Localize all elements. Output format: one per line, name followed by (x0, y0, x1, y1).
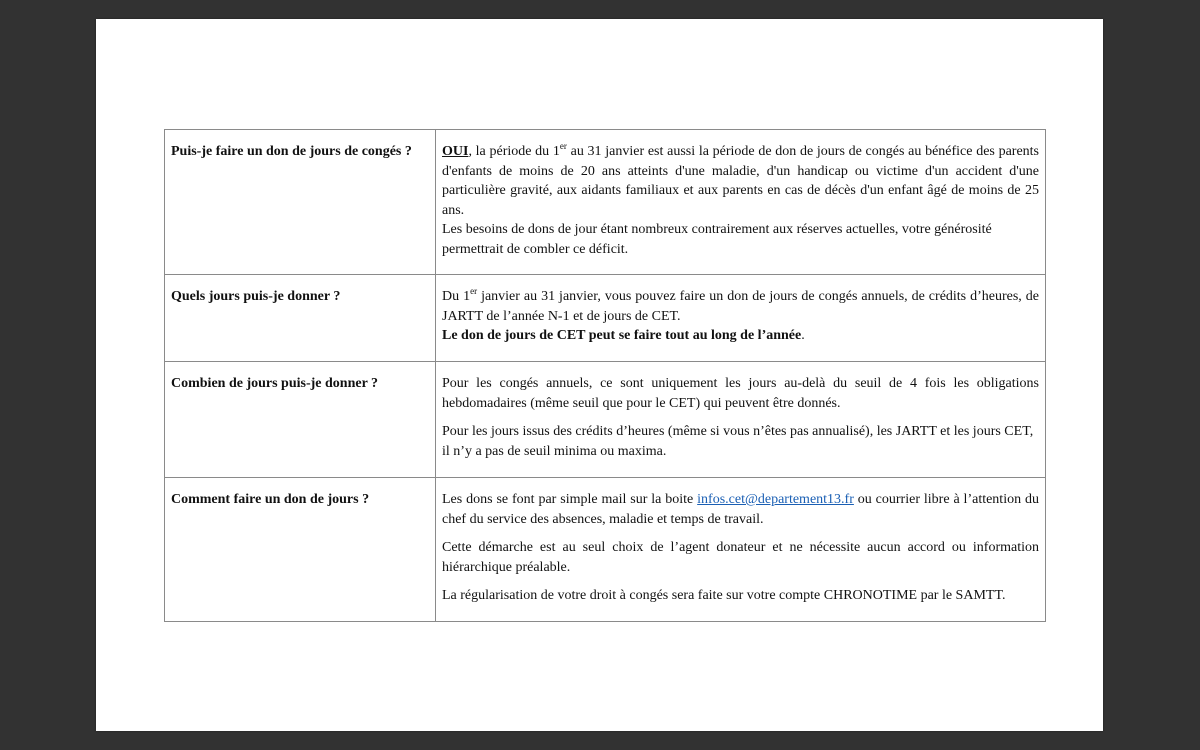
document-page (96, 19, 1103, 731)
superscript: er (559, 141, 567, 151)
answer-cell (436, 362, 1046, 478)
bold-text: Le don de jours de CET peut se faire tout au long de l’année (442, 328, 802, 343)
answer-paragraph: Cette démarche est au seul choix de l’agent donateur et ne nécessite aucun accord ou information hiérarchique préalable. (442, 540, 1039, 575)
table-row (165, 362, 1046, 478)
table-row (165, 275, 1046, 362)
answer-paragraph (442, 142, 1039, 220)
answer-paragraph (442, 490, 1039, 529)
table-row (165, 130, 1046, 275)
answer-cell (436, 130, 1046, 275)
text: . (801, 328, 805, 343)
text: Les dons se font par simple mail sur la boite (442, 492, 698, 507)
text: janvier au 31 janvier, vous pouvez faire un don de jours de congés annuels, de crédits d’heures, de JARTT de l’année N-1 et de jours de CET. (442, 289, 1039, 324)
question-cell: Combien de jours puis-je donner ? (165, 362, 436, 478)
email-link[interactable]: infos.cet@departement13.fr (697, 492, 854, 507)
text: , la période du 1 (468, 144, 560, 159)
answer-cell (436, 275, 1046, 362)
question-cell: Puis-je faire un don de jours de congés ? (165, 130, 436, 275)
answer-paragraph: Pour les jours issus des crédits d’heures (même si vous n’êtes pas annualisé), les JARTT et les jours CET, il n’y a pas de seuil minima ou maxima. (442, 424, 1034, 459)
answer-paragraph (442, 287, 1039, 326)
answer-paragraph: La régularisation de votre droit à congés sera faite sur votre compte CHRONOTIME par le SAMTT. (442, 588, 1006, 603)
oui-label: OUI (442, 144, 469, 159)
answer-paragraph: Pour les congés annuels, ce sont uniquement les jours au-delà du seuil de 4 fois les obligations hebdomadaires (même seuil que pour le CET) qui peuvent être donnés. (442, 376, 1039, 411)
text: au 31 janvier est aussi la période de don de jours de congés au bénéfice des parents d'enfants de moins de 20 ans atteints d'une maladie, d'un handicap ou victime d'un accident d'une particulière gravité, aux aidants familiaux et aux parents en cas de décès d'un enfant âgé de moins de 25 ans. (442, 144, 1039, 218)
faq-table (164, 129, 1046, 622)
answer-paragraph (442, 326, 1039, 346)
text: ou courrier libre à l’attention du chef du service des absences, maladie et temps de travail. (442, 492, 1039, 527)
answer-paragraph: Les besoins de dons de jour étant nombreux contrairement aux réserves actuelles, votre générosité permettrait de combler ce déficit. (442, 222, 992, 257)
answer-cell (436, 478, 1046, 622)
superscript: er (470, 286, 478, 296)
table-row (165, 478, 1046, 622)
question-cell: Comment faire un don de jours ? (165, 478, 436, 622)
question-cell: Quels jours puis-je donner ? (165, 275, 436, 362)
text: Du 1 (442, 289, 471, 304)
